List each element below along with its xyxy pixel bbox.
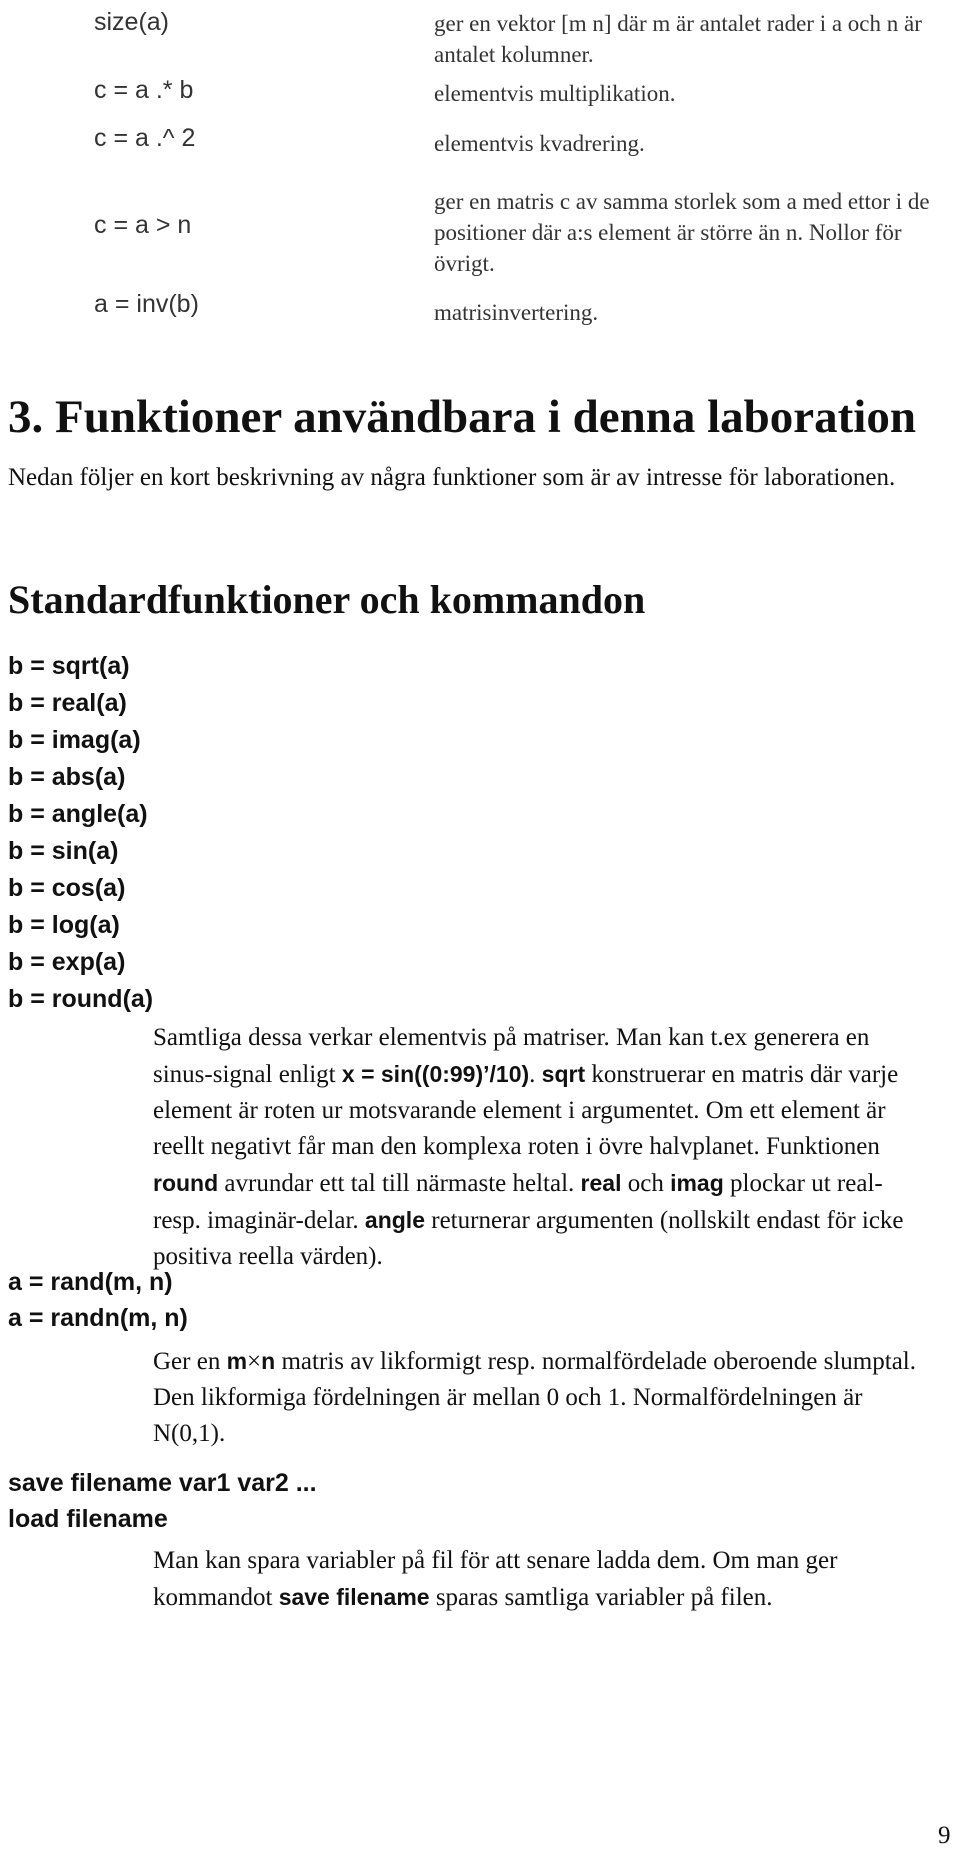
table-desc-square: elementvis kvadrering. <box>434 131 645 156</box>
std-functions-description: Samtliga dessa verkar elementvis på matriser. Man kan t.ex generera en sinus-signal enligt x = sin((0:99)’/10). sqrt konstruerar en matris där varje element är roten ur motsvarande element i argumentet. Om ett element är reellt negativt får man den komplexa roten i övre halvplanet. Funktionen round avrundar ett tal till närmaste heltal. real och imag plockar ut real- resp. imaginär-delar. angle returnerar argumenten (nollskilt endast för icke positiva reella värden). <box>153 1024 904 1270</box>
table-command-inv: a = inv(b) <box>94 290 199 318</box>
command-abs: b = abs(a) <box>8 763 126 791</box>
table-desc-size: ger en vektor [m n] där m är antalet rader i a och n är antalet kolumner. <box>434 11 922 67</box>
command-save: save filename var1 var2 ... <box>8 1469 317 1497</box>
rand-description: Ger en m×n matris av likformigt resp. normalfördelade oberoende slumptal. Den likformiga fördelningen är mellan 0 och 1. Normalfördelningen är N(0,1). <box>153 1348 916 1447</box>
command-rand: a = rand(m, n) <box>8 1268 173 1296</box>
command-cos: b = cos(a) <box>8 874 126 902</box>
table-command-square: c = a .^ 2 <box>94 124 196 152</box>
command-exp: b = exp(a) <box>8 948 126 976</box>
command-load: load filename <box>8 1505 168 1533</box>
command-log: b = log(a) <box>8 911 120 939</box>
command-angle: b = angle(a) <box>8 800 148 828</box>
table-command-mult: c = a .* b <box>94 76 194 104</box>
table-command-size: size(a) <box>94 8 170 36</box>
command-imag: b = imag(a) <box>8 726 141 754</box>
command-sin: b = sin(a) <box>8 837 119 865</box>
table-command-greater: c = a > n <box>94 211 192 239</box>
table-desc-inv: matrisinvertering. <box>434 300 599 325</box>
table-desc-greater: ger en matris c av samma storlek som a med ettor i de positioner där a:s element är större än n. Nollor för övrigt. <box>434 189 930 276</box>
subsection-title: Standardfunktioner och kommandon <box>8 577 646 622</box>
command-round: b = round(a) <box>8 985 154 1013</box>
command-randn: a = randn(m, n) <box>8 1304 188 1332</box>
save-description: Man kan spara variabler på fil för att senare ladda dem. Om man ger kommandot save filename sparas samtliga variabler på filen. <box>153 1547 838 1611</box>
command-sqrt: b = sqrt(a) <box>8 652 130 680</box>
table-desc-mult: elementvis multiplikation. <box>434 81 676 106</box>
section-title: 3. Funktioner användbara i denna laboration <box>8 391 917 443</box>
page-number: 9 <box>938 1822 951 1849</box>
command-real: b = real(a) <box>8 689 127 717</box>
section-intro: Nedan följer en kort beskrivning av några funktioner som är av intresse för laborationen. <box>8 464 896 491</box>
